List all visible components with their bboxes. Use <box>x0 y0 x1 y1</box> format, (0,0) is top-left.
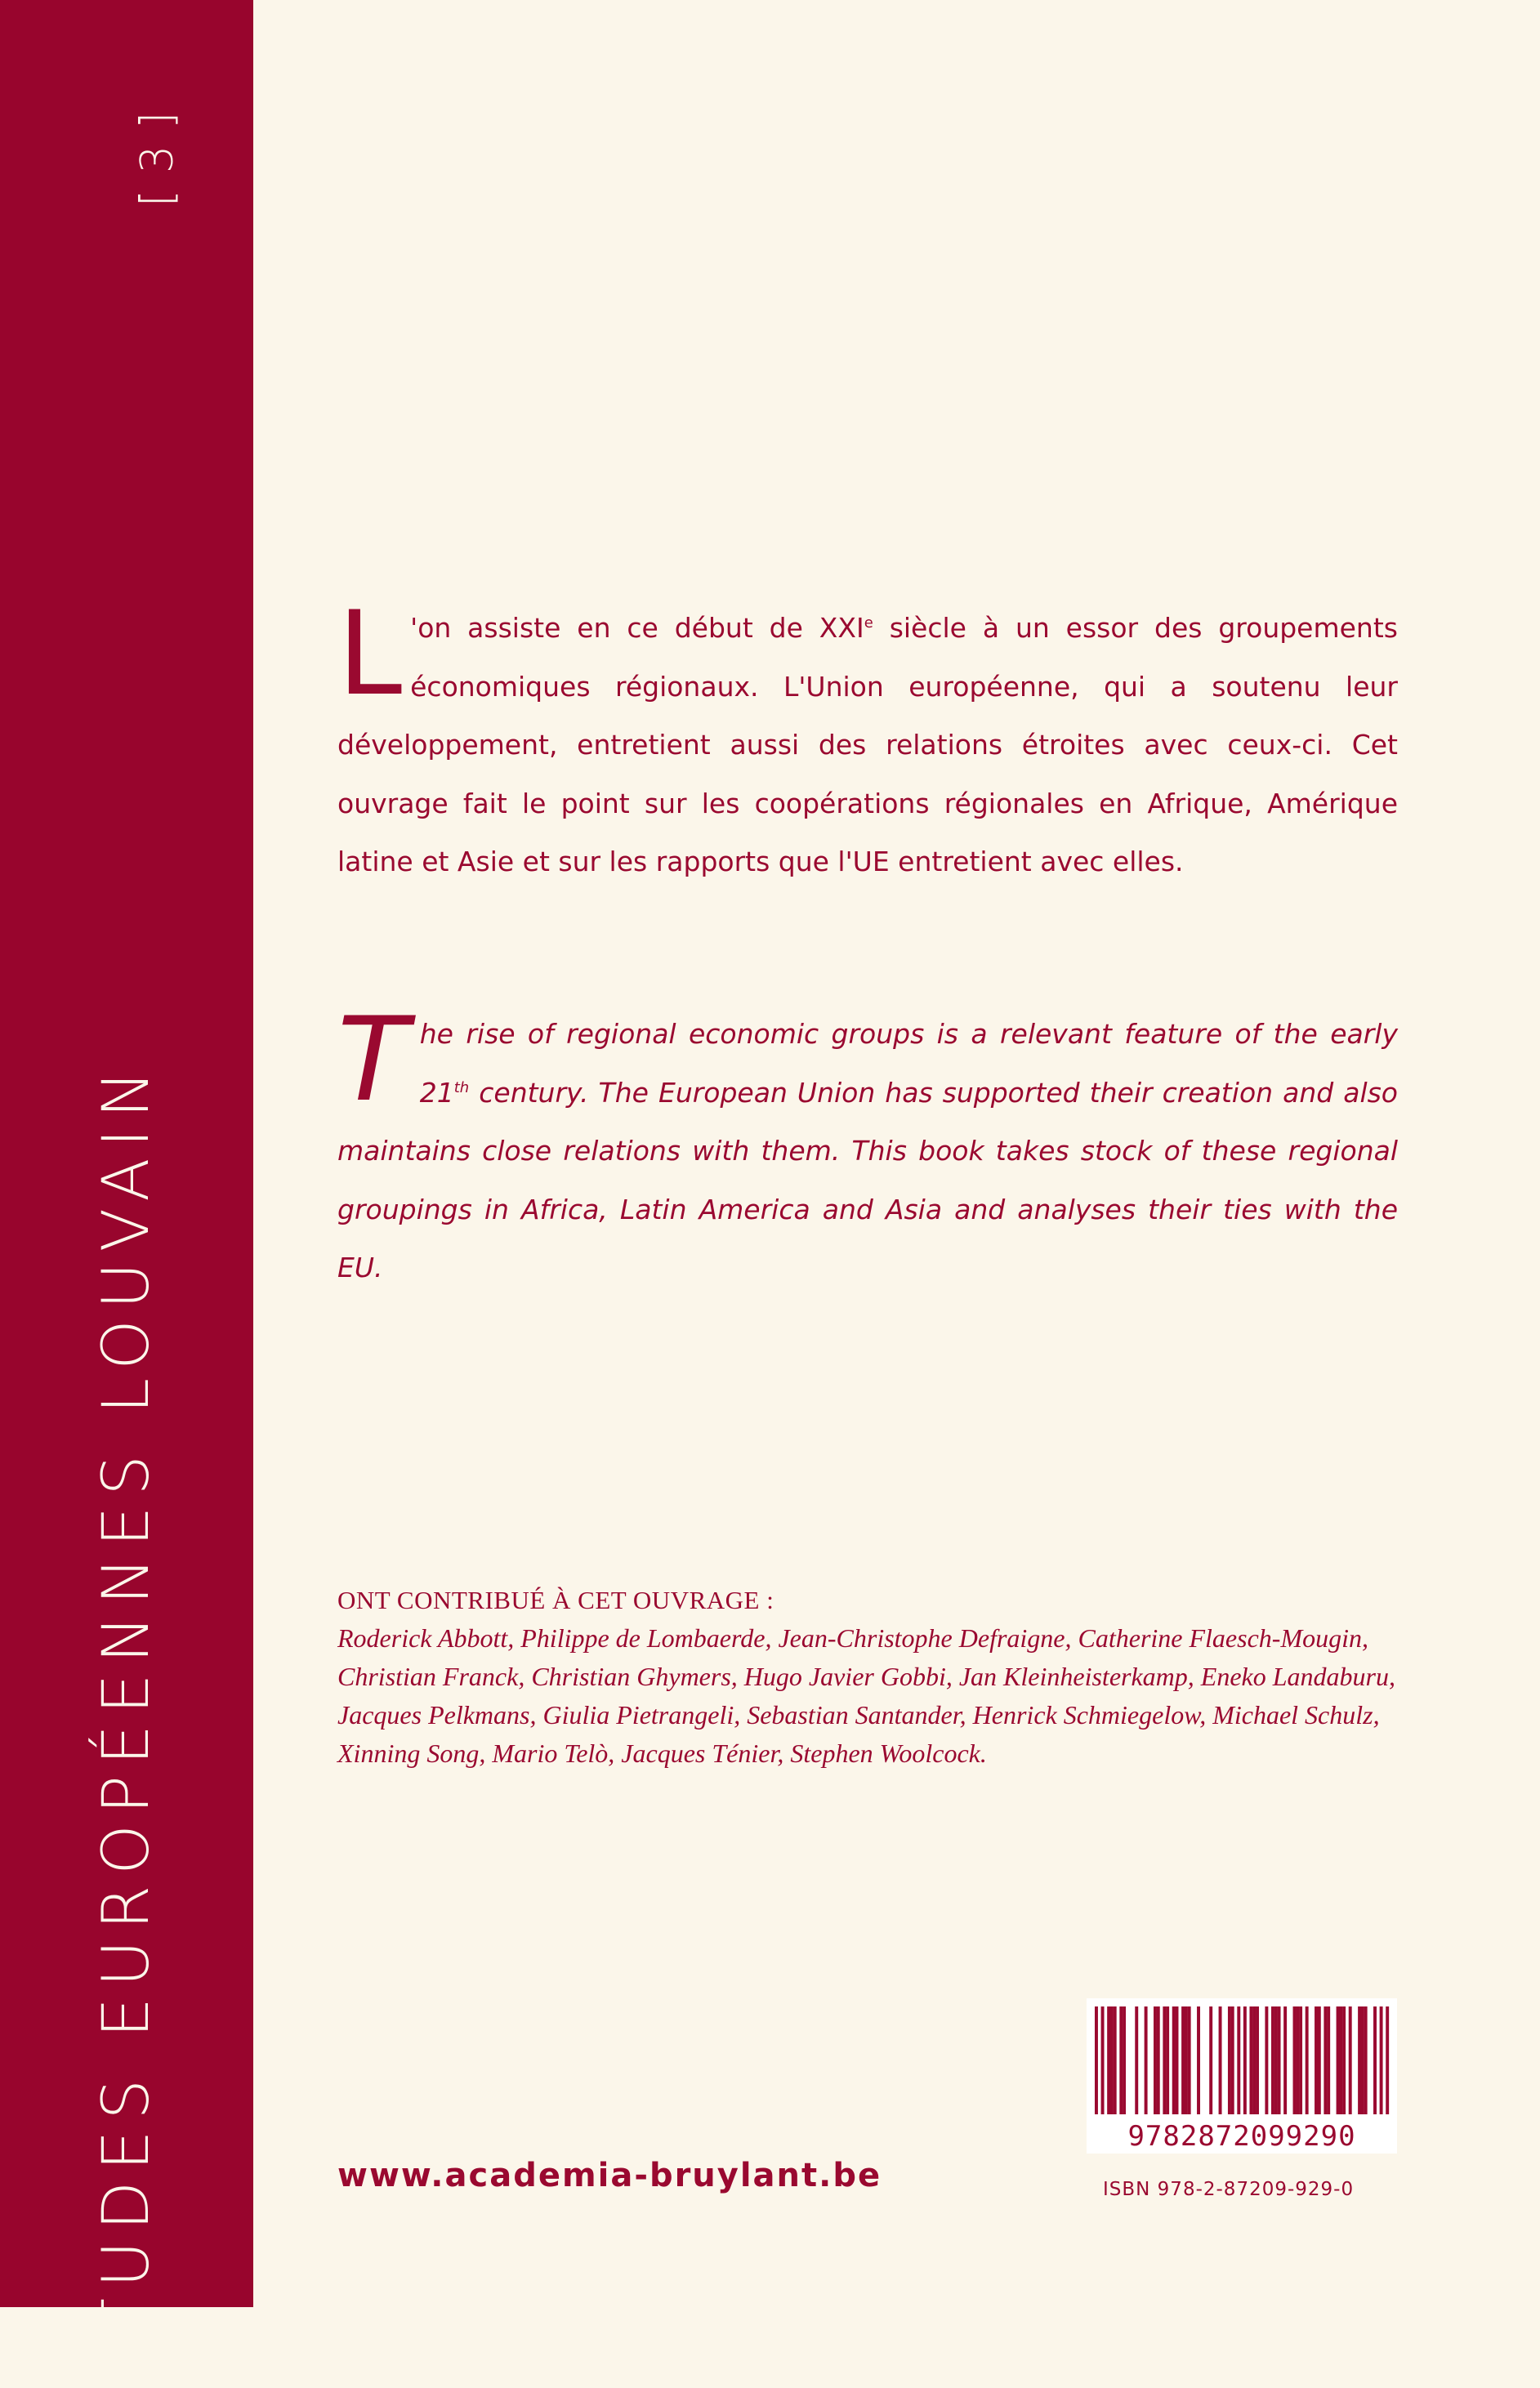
barcode-graphic <box>1087 1998 1397 2154</box>
barcode-bar <box>1172 2006 1176 2114</box>
barcode-bar <box>1135 2006 1138 2114</box>
english-superscript: th <box>453 1078 470 1096</box>
barcode-bar <box>1166 2006 1169 2114</box>
barcode-bar <box>1252 2006 1256 2114</box>
barcode-bar <box>1107 2006 1110 2114</box>
english-dropcap: T <box>337 993 408 1127</box>
publisher-website: www.academia-bruylant.be <box>337 2157 882 2194</box>
barcode-bar <box>1358 2006 1361 2114</box>
barcode-bar <box>1293 2006 1297 2114</box>
barcode-bar <box>1209 2006 1212 2114</box>
barcode-bar <box>1386 2006 1389 2114</box>
barcode-bar <box>1256 2006 1259 2114</box>
barcode-bar <box>1095 2006 1098 2114</box>
french-blurb <box>337 587 1398 891</box>
barcode-bar <box>1315 2006 1318 2114</box>
english-blurb <box>337 993 1398 1297</box>
barcode-bars <box>1095 2006 1389 2114</box>
barcode-bar <box>1119 2006 1123 2114</box>
barcode-bar <box>1364 2006 1368 2114</box>
english-text-rest: century. The European Union has supported their creation and also maintains close relations with them. This book takes stock of these regional groupings in Africa, Latin America and Asia and analyses their ties with the EU. <box>337 1076 1398 1283</box>
english-text-start: he rise of regional economic groups is a relevant feature of the early 21 <box>419 1018 1398 1109</box>
french-dropcap: L <box>337 587 403 721</box>
barcode <box>1087 1998 1397 2154</box>
contributors-names: Roderick Abbott, Philippe de Lombaerde, Jean-Christophe Defraigne, Catherine Flaesch-Mougin, Christian Franck, Christian Ghymers, Hugo Javier Gobbi, Jan Kleinheisterkamp, Eneko Landaburu, Jacques Pelkmans, Giulia Pietrangeli, Sebastian Santander, Henrick Schmiegelow, Michael Schulz, Xinning Song, Mario Telò, Jacques Ténier, Stephen Woolcock. <box>337 1623 1395 1768</box>
barcode-bar <box>1188 2006 1191 2114</box>
barcode-bar <box>1114 2006 1117 2114</box>
barcode-bar <box>1219 2006 1222 2114</box>
barcode-bar <box>1237 2006 1240 2114</box>
contributors-block <box>337 1581 1424 1773</box>
barcode-bar <box>1181 2006 1185 2114</box>
barcode-bar <box>1145 2006 1148 2114</box>
barcode-bar <box>1296 2006 1299 2114</box>
barcode-bar <box>1271 2006 1274 2114</box>
barcode-bar <box>1163 2006 1166 2114</box>
barcode-bar <box>1243 2006 1247 2114</box>
contributors-heading: ONT CONTRIBUÉ À CET OUVRAGE : <box>337 1586 774 1614</box>
barcode-bar <box>1361 2006 1364 2114</box>
barcode-bar <box>1185 2006 1188 2114</box>
barcode-bar <box>1283 2006 1287 2114</box>
barcode-bar <box>1101 2006 1105 2114</box>
barcode-bar <box>1373 2006 1377 2114</box>
barcode-bar <box>1110 2006 1114 2114</box>
barcode-bar <box>1265 2006 1268 2114</box>
barcode-bar <box>1306 2006 1309 2114</box>
barcode-bar <box>1299 2006 1302 2114</box>
barcode-bar <box>1278 2006 1281 2114</box>
french-text-start: 'on assiste en ce début de XXI <box>410 612 864 644</box>
french-superscript: e <box>864 614 873 632</box>
isbn-number: ISBN 978-2-87209-929-0 <box>1103 2179 1355 2200</box>
barcode-bar <box>1318 2006 1321 2114</box>
barcode-bar <box>1249 2006 1252 2114</box>
barcode-bar <box>1380 2006 1383 2114</box>
barcode-bar <box>1337 2006 1340 2114</box>
barcode-bar <box>1327 2006 1330 2114</box>
barcode-bar <box>1349 2006 1352 2114</box>
barcode-bar <box>1228 2006 1231 2114</box>
barcode-bar <box>1176 2006 1179 2114</box>
barcode-bar <box>1342 2006 1346 2114</box>
barcode-bar <box>1157 2006 1160 2114</box>
barcode-bar <box>1339 2006 1342 2114</box>
barcode-bar <box>1154 2006 1157 2114</box>
french-text-rest: siècle à un essor des groupements économiques régionaux. L'Union européenne, qui a soutenu leur développement, entretient aussi des relations étroites avec ceux-ci. Cet ouvrage fait le point sur les coopérations régionales en Afrique, Amérique latine et Asie et sur les rapports que l'UE entretient avec elles. <box>337 612 1398 877</box>
barcode-bar <box>1123 2006 1126 2114</box>
series-title: ÉTUDES EUROPÉENNES LOUVAIN <box>90 1060 163 2388</box>
barcode-digits: 9782872099290 <box>1127 2120 1356 2153</box>
barcode-bar <box>1274 2006 1278 2114</box>
barcode-bar <box>1324 2006 1327 2114</box>
series-number: [3] <box>131 95 183 208</box>
barcode-bar <box>1197 2006 1200 2114</box>
barcode-bar <box>1231 2006 1234 2114</box>
